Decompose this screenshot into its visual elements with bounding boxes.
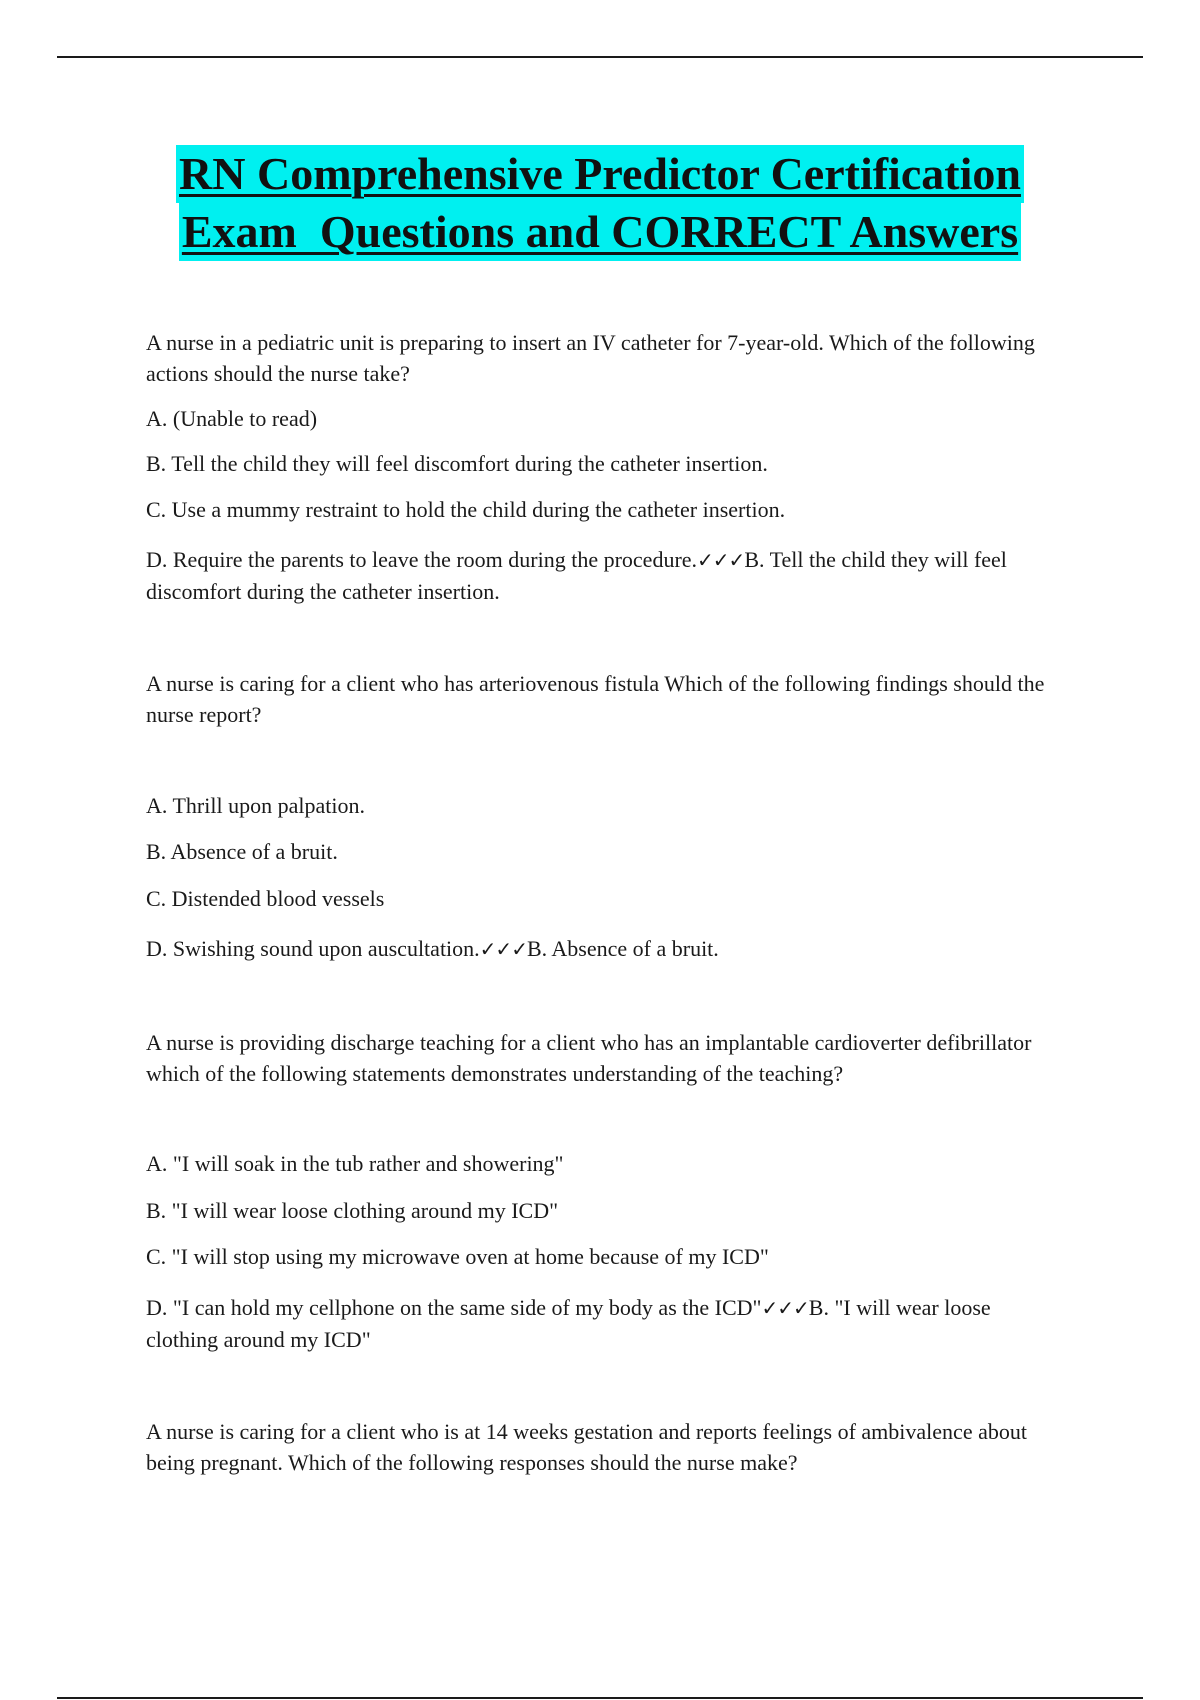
question-3-answer: B. "I will wear loose clothing around my ICD" bbox=[146, 1295, 991, 1352]
title-line-2: Exam Questions and CORRECT Answers bbox=[179, 203, 1021, 261]
question-3-option-a: A. "I will soak in the tub rather and showering" bbox=[146, 1151, 564, 1176]
question-3-option-d-with-answer bbox=[146, 1292, 1066, 1355]
question-2-option-a: A. Thrill upon palpation. bbox=[146, 793, 365, 818]
question-1-option-a: A. (Unable to read) bbox=[146, 406, 318, 431]
footer-rule bbox=[57, 1697, 1143, 1699]
document-title bbox=[0, 145, 1200, 261]
question-2-answer: B. Absence of a bruit. bbox=[526, 936, 719, 961]
question-3-stem: A nurse is providing discharge teaching for a client who has an implantable cardioverter defibrillator which of the following statements demonstrates understanding of the teaching? bbox=[146, 1030, 1032, 1086]
question-1-option-c: C. Use a mummy restraint to hold the child during the catheter insertion. bbox=[146, 497, 786, 522]
question-2-option-d: D. Swishing sound upon auscultation. bbox=[146, 936, 480, 961]
question-3-option-c: C. "I will stop using my microwave oven at home because of my ICD" bbox=[146, 1244, 769, 1269]
question-4-stem: A nurse is caring for a client who is at 14 weeks gestation and reports feelings of ambivalence about being pregnant. Which of the following responses should the nurse make? bbox=[146, 1419, 1027, 1475]
question-1-option-d-with-answer bbox=[146, 544, 1066, 607]
check-mark-icon: ✓✓✓ bbox=[479, 937, 527, 961]
question-2-stem: A nurse is caring for a client who has arteriovenous fistula Which of the following findings should the nurse report? bbox=[146, 671, 1045, 727]
question-1-option-d: D. Require the parents to leave the room during the procedure. bbox=[146, 547, 698, 572]
question-1-answer: B. Tell the child they will feel discomfort during the catheter insertion. bbox=[146, 547, 1007, 604]
question-2-option-b: B. Absence of a bruit. bbox=[146, 839, 338, 864]
question-1-stem: A nurse in a pediatric unit is preparing to insert an IV catheter for 7-year-old. Which of the following actions should the nurse take? bbox=[146, 330, 1035, 386]
question-2-option-c: C. Distended blood vessels bbox=[146, 886, 385, 911]
header-rule bbox=[57, 56, 1143, 58]
check-mark-icon: ✓✓✓ bbox=[761, 1296, 809, 1320]
title-line-1: RN Comprehensive Predictor Certification bbox=[176, 145, 1024, 203]
question-2-option-d-with-answer bbox=[146, 933, 1066, 965]
question-3-option-d: D. "I can hold my cellphone on the same side of my body as the ICD" bbox=[146, 1295, 762, 1320]
question-3-option-b: B. "I will wear loose clothing around my ICD" bbox=[146, 1198, 559, 1223]
check-mark-icon: ✓✓✓ bbox=[697, 548, 745, 572]
question-1-option-b: B. Tell the child they will feel discomfort during the catheter insertion. bbox=[146, 451, 768, 476]
